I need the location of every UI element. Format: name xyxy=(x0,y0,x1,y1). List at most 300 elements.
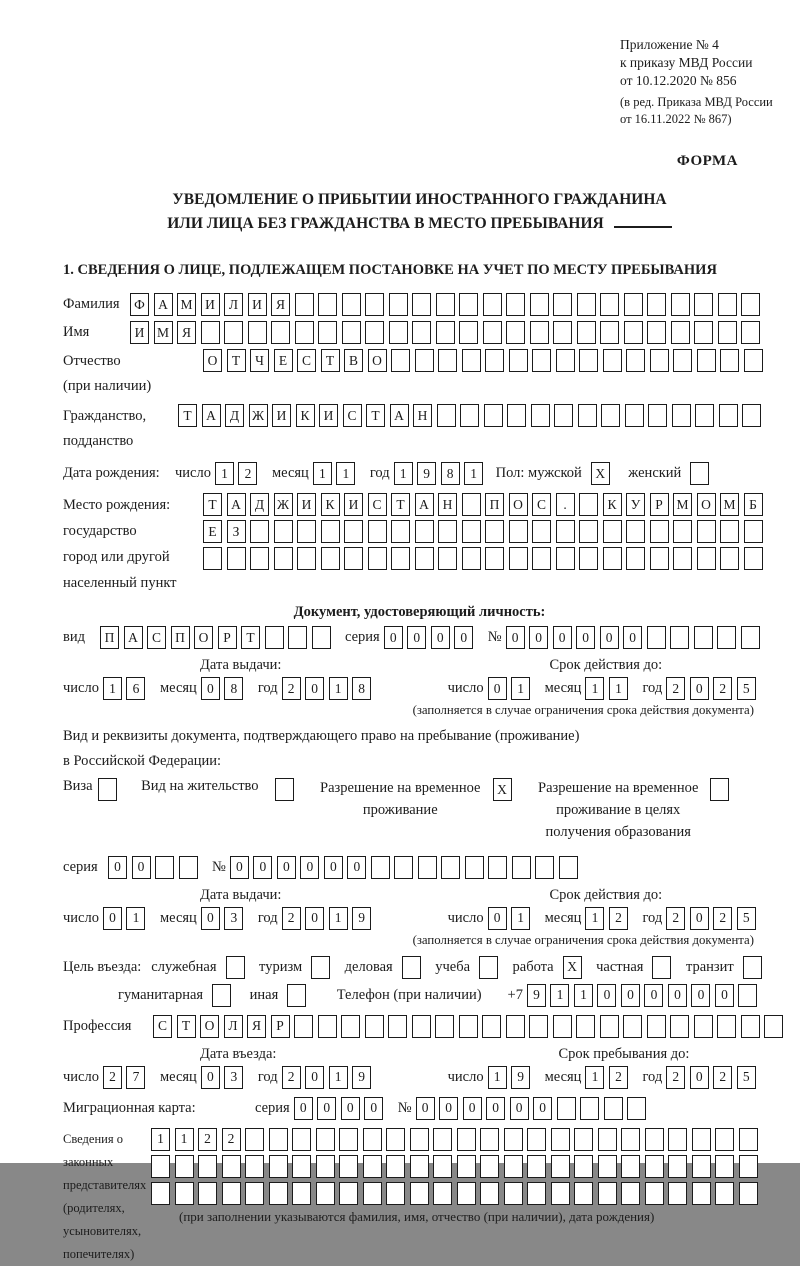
representatives-row2-field-cell-14[interactable] xyxy=(457,1155,476,1178)
representatives-row1-field-cell-10[interactable] xyxy=(363,1128,382,1151)
profession-field-cell-18[interactable] xyxy=(553,1015,572,1038)
citizenship-field-cell-7[interactable]: И xyxy=(319,404,338,427)
birth-place-line1-field-cell-10[interactable]: А xyxy=(415,493,434,516)
profession-field-cell-5[interactable]: Я xyxy=(247,1015,266,1038)
representatives-row1-field-cell-20[interactable] xyxy=(598,1128,617,1151)
representatives-row3-field-cell-12[interactable] xyxy=(410,1182,429,1205)
birth-place-line3-field-cell-10[interactable] xyxy=(415,547,434,570)
birth-place-line2-field-cell-15[interactable] xyxy=(532,520,551,543)
representatives-row1-field-cell-19[interactable] xyxy=(574,1128,593,1151)
birth-place-line3-field-cell-23[interactable] xyxy=(720,547,739,570)
permit-valid-year-field[interactable] xyxy=(666,907,760,930)
purpose-private-checkbox-cell-1[interactable] xyxy=(652,956,671,979)
citizenship-field-cell-18[interactable] xyxy=(578,404,597,427)
given-name-field-cell-7[interactable] xyxy=(271,321,290,344)
profession-field-cell-26[interactable] xyxy=(741,1015,760,1038)
sex-female-checkbox-cell-1[interactable] xyxy=(690,462,709,485)
permit-issue-month-field[interactable] xyxy=(201,907,248,930)
citizenship-field-cell-3[interactable]: Д xyxy=(225,404,244,427)
patronymic-field-cell-3[interactable]: Ч xyxy=(250,349,269,372)
surname-field-cell-17[interactable] xyxy=(506,293,525,316)
birth-place-line3-field-cell-22[interactable] xyxy=(697,547,716,570)
given-name-field-cell-10[interactable] xyxy=(342,321,361,344)
doc-kind-field-cell-3[interactable]: С xyxy=(147,626,166,649)
permit-issue-month-field-cell-1[interactable]: 0 xyxy=(201,907,220,930)
representatives-row2-field-cell-20[interactable] xyxy=(598,1155,617,1178)
patronymic-field-cell-4[interactable]: Е xyxy=(274,349,293,372)
profession-field-cell-27[interactable] xyxy=(764,1015,783,1038)
representatives-row2-field-cell-19[interactable] xyxy=(574,1155,593,1178)
surname-field-cell-1[interactable]: Ф xyxy=(130,293,149,316)
representatives-row1-field-cell-24[interactable] xyxy=(692,1128,711,1151)
representatives-row3-field-cell-18[interactable] xyxy=(551,1182,570,1205)
profession-field-cell-8[interactable] xyxy=(318,1015,337,1038)
citizenship-field-cell-1[interactable]: Т xyxy=(178,404,197,427)
migration-card-number-field-cell-5[interactable]: 0 xyxy=(510,1097,529,1120)
stay-year-field-cell-1[interactable]: 2 xyxy=(666,1066,685,1089)
birth-place-line3-field-cell-20[interactable] xyxy=(650,547,669,570)
given-name-field-cell-16[interactable] xyxy=(483,321,502,344)
permit-number-field-cell-10[interactable] xyxy=(441,856,460,879)
representatives-row1-field-cell-14[interactable] xyxy=(457,1128,476,1151)
stay-day-field[interactable] xyxy=(488,1066,535,1089)
permit-number-field-cell-8[interactable] xyxy=(394,856,413,879)
profession-field-cell-15[interactable] xyxy=(482,1015,501,1038)
permit-valid-year-field-cell-2[interactable]: 0 xyxy=(690,907,709,930)
representatives-row1-field-cell-1[interactable]: 1 xyxy=(151,1128,170,1151)
given-name-field-cell-8[interactable] xyxy=(295,321,314,344)
birth-year-field-cell-1[interactable]: 1 xyxy=(394,462,413,485)
doc-kind-field-cell-2[interactable]: А xyxy=(124,626,143,649)
citizenship-field-cell-6[interactable]: К xyxy=(296,404,315,427)
sex-male-checkbox[interactable] xyxy=(591,462,615,485)
birth-month-field-cell-2[interactable]: 1 xyxy=(336,462,355,485)
temp-residence-checkbox[interactable] xyxy=(493,778,517,801)
doc-valid-year-field-cell-1[interactable]: 2 xyxy=(666,677,685,700)
citizenship-field-cell-16[interactable] xyxy=(531,404,550,427)
migration-card-number-field-cell-8[interactable] xyxy=(580,1097,599,1120)
profession-field-cell-22[interactable] xyxy=(647,1015,666,1038)
doc-kind-field-cell-1[interactable]: П xyxy=(100,626,119,649)
birth-place-line1-field-cell-9[interactable]: Т xyxy=(391,493,410,516)
migration-card-number-field-cell-1[interactable]: 0 xyxy=(416,1097,435,1120)
representatives-row3-field-cell-1[interactable] xyxy=(151,1182,170,1205)
representatives-row1-field-cell-13[interactable] xyxy=(433,1128,452,1151)
representatives-row1-field-cell-2[interactable]: 1 xyxy=(175,1128,194,1151)
birth-place-line3-field-cell-16[interactable] xyxy=(556,547,575,570)
purpose-work-checkbox[interactable] xyxy=(563,956,587,979)
phone-field-cell-4[interactable]: 0 xyxy=(597,984,616,1007)
birth-place-line1-field-cell-13[interactable]: П xyxy=(485,493,504,516)
citizenship-field-cell-2[interactable]: А xyxy=(202,404,221,427)
purpose-tourism-checkbox[interactable] xyxy=(311,956,335,979)
residence-permit-checkbox-cell-1[interactable] xyxy=(275,778,294,801)
stay-month-field-cell-2[interactable]: 2 xyxy=(609,1066,628,1089)
profession-field-cell-10[interactable] xyxy=(365,1015,384,1038)
birth-month-field-cell-1[interactable]: 1 xyxy=(313,462,332,485)
birth-place-line1-field-cell-24[interactable]: Б xyxy=(744,493,763,516)
doc-valid-month-field[interactable] xyxy=(585,677,632,700)
birth-place-line3-field-cell-7[interactable] xyxy=(344,547,363,570)
doc-valid-month-field-cell-1[interactable]: 1 xyxy=(585,677,604,700)
given-name-field-cell-24[interactable] xyxy=(671,321,690,344)
doc-series-field[interactable] xyxy=(384,626,478,649)
permit-issue-year-field-cell-1[interactable]: 2 xyxy=(282,907,301,930)
permit-valid-day-field-cell-1[interactable]: 0 xyxy=(488,907,507,930)
migration-card-series-field-cell-1[interactable]: 0 xyxy=(294,1097,313,1120)
doc-issue-year-field-cell-4[interactable]: 8 xyxy=(352,677,371,700)
stay-month-field[interactable] xyxy=(585,1066,632,1089)
doc-valid-day-field-cell-2[interactable]: 1 xyxy=(511,677,530,700)
profession-field-cell-16[interactable] xyxy=(506,1015,525,1038)
given-name-field-cell-26[interactable] xyxy=(718,321,737,344)
birth-place-line1-field[interactable] xyxy=(203,493,767,516)
representatives-row2-field-cell-15[interactable] xyxy=(480,1155,499,1178)
patronymic-field-cell-15[interactable] xyxy=(532,349,551,372)
migration-card-series-field[interactable] xyxy=(294,1097,388,1120)
representatives-row3-field-cell-6[interactable] xyxy=(269,1182,288,1205)
entry-year-field-cell-3[interactable]: 1 xyxy=(329,1066,348,1089)
patronymic-field-cell-14[interactable] xyxy=(509,349,528,372)
doc-kind-field-cell-7[interactable]: Т xyxy=(241,626,260,649)
surname-field-cell-26[interactable] xyxy=(718,293,737,316)
permit-number-field-cell-5[interactable]: 0 xyxy=(324,856,343,879)
doc-number-field-cell-8[interactable] xyxy=(670,626,689,649)
representatives-row2-field[interactable] xyxy=(151,1155,762,1178)
permit-valid-month-field[interactable] xyxy=(585,907,632,930)
representatives-row1-field-cell-3[interactable]: 2 xyxy=(198,1128,217,1151)
birth-place-line2-field-cell-4[interactable] xyxy=(274,520,293,543)
given-name-field-cell-1[interactable]: И xyxy=(130,321,149,344)
migration-card-series-field-cell-4[interactable]: 0 xyxy=(364,1097,383,1120)
representatives-row3-field-cell-3[interactable] xyxy=(198,1182,217,1205)
surname-field-cell-2[interactable]: А xyxy=(154,293,173,316)
birth-place-line2-field-cell-12[interactable] xyxy=(462,520,481,543)
birth-place-line2-field-cell-1[interactable]: Е xyxy=(203,520,222,543)
birth-place-line3-field-cell-4[interactable] xyxy=(274,547,293,570)
given-name-field-cell-17[interactable] xyxy=(506,321,525,344)
stay-year-field-cell-2[interactable]: 0 xyxy=(690,1066,709,1089)
representatives-row3-field[interactable] xyxy=(151,1182,762,1205)
birth-place-line2-field-cell-7[interactable] xyxy=(344,520,363,543)
birth-place-line2-field-cell-18[interactable] xyxy=(603,520,622,543)
doc-series-field-cell-3[interactable]: 0 xyxy=(431,626,450,649)
permit-issue-year-field-cell-3[interactable]: 1 xyxy=(329,907,348,930)
stay-month-field-cell-1[interactable]: 1 xyxy=(585,1066,604,1089)
doc-valid-year-field-cell-3[interactable]: 2 xyxy=(713,677,732,700)
purpose-transit-checkbox-cell-1[interactable] xyxy=(743,956,762,979)
migration-card-number-field-cell-9[interactable] xyxy=(604,1097,623,1120)
permit-number-field-cell-6[interactable]: 0 xyxy=(347,856,366,879)
stay-day-field-cell-1[interactable]: 1 xyxy=(488,1066,507,1089)
surname-field-cell-25[interactable] xyxy=(694,293,713,316)
representatives-row3-field-cell-11[interactable] xyxy=(386,1182,405,1205)
entry-day-field[interactable] xyxy=(103,1066,150,1089)
doc-number-field[interactable] xyxy=(506,626,765,649)
permit-issue-day-field[interactable] xyxy=(103,907,150,930)
birth-place-line2-field-cell-20[interactable] xyxy=(650,520,669,543)
birth-place-line2-field-cell-13[interactable] xyxy=(485,520,504,543)
purpose-humanitarian-checkbox-cell-1[interactable] xyxy=(212,984,231,1007)
doc-number-field-cell-6[interactable]: 0 xyxy=(623,626,642,649)
surname-field-cell-6[interactable]: И xyxy=(248,293,267,316)
birth-place-line1-field-cell-12[interactable] xyxy=(462,493,481,516)
birth-place-line3-field-cell-1[interactable] xyxy=(203,547,222,570)
permit-number-field-cell-3[interactable]: 0 xyxy=(277,856,296,879)
doc-kind-field-cell-8[interactable] xyxy=(265,626,284,649)
doc-issue-month-field-cell-1[interactable]: 0 xyxy=(201,677,220,700)
visa-checkbox[interactable] xyxy=(98,778,122,801)
representatives-row2-field-cell-3[interactable] xyxy=(198,1155,217,1178)
birth-place-line2-field-cell-9[interactable] xyxy=(391,520,410,543)
citizenship-field-cell-21[interactable] xyxy=(648,404,667,427)
doc-number-field-cell-7[interactable] xyxy=(647,626,666,649)
representatives-row2-field-cell-9[interactable] xyxy=(339,1155,358,1178)
birth-place-line2-field-cell-6[interactable] xyxy=(321,520,340,543)
patronymic-field-cell-24[interactable] xyxy=(744,349,763,372)
given-name-field-cell-2[interactable]: М xyxy=(154,321,173,344)
birth-place-line1-field-cell-11[interactable]: Н xyxy=(438,493,457,516)
citizenship-field-cell-15[interactable] xyxy=(507,404,526,427)
given-name-field-cell-9[interactable] xyxy=(318,321,337,344)
representatives-row3-field-cell-7[interactable] xyxy=(292,1182,311,1205)
permit-issue-year-field[interactable] xyxy=(282,907,376,930)
surname-field-cell-16[interactable] xyxy=(483,293,502,316)
birth-place-line1-field-cell-4[interactable]: Ж xyxy=(274,493,293,516)
representatives-row1-field-cell-18[interactable] xyxy=(551,1128,570,1151)
given-name-field-cell-23[interactable] xyxy=(647,321,666,344)
doc-issue-day-field[interactable] xyxy=(103,677,150,700)
representatives-row2-field-cell-26[interactable] xyxy=(739,1155,758,1178)
birth-place-line1-field-cell-2[interactable]: А xyxy=(227,493,246,516)
doc-issue-year-field-cell-1[interactable]: 2 xyxy=(282,677,301,700)
entry-month-field-cell-2[interactable]: 3 xyxy=(224,1066,243,1089)
purpose-other-checkbox-cell-1[interactable] xyxy=(287,984,306,1007)
doc-issue-day-field-cell-1[interactable]: 1 xyxy=(103,677,122,700)
representatives-row3-field-cell-23[interactable] xyxy=(668,1182,687,1205)
migration-card-number-field-cell-7[interactable] xyxy=(557,1097,576,1120)
purpose-business-checkbox[interactable] xyxy=(402,956,426,979)
profession-field-cell-20[interactable] xyxy=(600,1015,619,1038)
permit-valid-day-field[interactable] xyxy=(488,907,535,930)
permit-issue-day-field-cell-2[interactable]: 1 xyxy=(126,907,145,930)
birth-place-line2-field-cell-16[interactable] xyxy=(556,520,575,543)
permit-valid-month-field-cell-2[interactable]: 2 xyxy=(609,907,628,930)
representatives-row3-field-cell-24[interactable] xyxy=(692,1182,711,1205)
doc-number-field-cell-4[interactable]: 0 xyxy=(576,626,595,649)
given-name-field-cell-22[interactable] xyxy=(624,321,643,344)
permit-valid-year-field-cell-1[interactable]: 2 xyxy=(666,907,685,930)
birth-year-field-cell-4[interactable]: 1 xyxy=(464,462,483,485)
birth-day-field-cell-2[interactable]: 2 xyxy=(238,462,257,485)
birth-place-line1-field-cell-18[interactable]: К xyxy=(603,493,622,516)
profession-field-cell-19[interactable] xyxy=(576,1015,595,1038)
birth-place-line1-field-cell-21[interactable]: М xyxy=(673,493,692,516)
permit-number-field-cell-2[interactable]: 0 xyxy=(253,856,272,879)
given-name-field-cell-19[interactable] xyxy=(553,321,572,344)
patronymic-field-cell-10[interactable] xyxy=(415,349,434,372)
surname-field-cell-14[interactable] xyxy=(436,293,455,316)
profession-field-cell-14[interactable] xyxy=(459,1015,478,1038)
doc-series-field-cell-4[interactable]: 0 xyxy=(454,626,473,649)
citizenship-field-cell-20[interactable] xyxy=(625,404,644,427)
profession-field-cell-13[interactable] xyxy=(435,1015,454,1038)
citizenship-field-cell-5[interactable]: И xyxy=(272,404,291,427)
representatives-row3-field-cell-20[interactable] xyxy=(598,1182,617,1205)
representatives-row3-field-cell-19[interactable] xyxy=(574,1182,593,1205)
birth-place-line3-field-cell-21[interactable] xyxy=(673,547,692,570)
birth-place-line1-field-cell-23[interactable]: М xyxy=(720,493,739,516)
representatives-row3-field-cell-22[interactable] xyxy=(645,1182,664,1205)
surname-field-cell-19[interactable] xyxy=(553,293,572,316)
surname-field-cell-9[interactable] xyxy=(318,293,337,316)
representatives-row3-field-cell-17[interactable] xyxy=(527,1182,546,1205)
migration-card-number-field-cell-2[interactable]: 0 xyxy=(439,1097,458,1120)
profession-field-cell-9[interactable] xyxy=(341,1015,360,1038)
birth-place-line2-field-cell-24[interactable] xyxy=(744,520,763,543)
birth-place-line3-field-cell-19[interactable] xyxy=(626,547,645,570)
profession-field-cell-6[interactable]: Р xyxy=(271,1015,290,1038)
doc-valid-day-field[interactable] xyxy=(488,677,535,700)
migration-card-number-field[interactable] xyxy=(416,1097,651,1120)
surname-field-cell-7[interactable]: Я xyxy=(271,293,290,316)
doc-series-field-cell-2[interactable]: 0 xyxy=(407,626,426,649)
representatives-row1-field-cell-25[interactable] xyxy=(715,1128,734,1151)
given-name-field-cell-15[interactable] xyxy=(459,321,478,344)
permit-series-field-cell-4[interactable] xyxy=(179,856,198,879)
given-name-field-cell-3[interactable]: Я xyxy=(177,321,196,344)
patronymic-field-cell-7[interactable]: В xyxy=(344,349,363,372)
entry-year-field[interactable] xyxy=(282,1066,376,1089)
birth-place-line3-field-cell-6[interactable] xyxy=(321,547,340,570)
permit-number-field-cell-15[interactable] xyxy=(559,856,578,879)
birth-place-line3-field-cell-5[interactable] xyxy=(297,547,316,570)
surname-field-cell-20[interactable] xyxy=(577,293,596,316)
representatives-row3-field-cell-10[interactable] xyxy=(363,1182,382,1205)
birth-place-line1-field-cell-14[interactable]: О xyxy=(509,493,528,516)
citizenship-field-cell-19[interactable] xyxy=(601,404,620,427)
migration-card-number-field-cell-3[interactable]: 0 xyxy=(463,1097,482,1120)
given-name-field-cell-4[interactable] xyxy=(201,321,220,344)
representatives-row1-field-cell-6[interactable] xyxy=(269,1128,288,1151)
surname-field-cell-23[interactable] xyxy=(647,293,666,316)
birth-place-line1-field-cell-5[interactable]: И xyxy=(297,493,316,516)
representatives-row2-field-cell-16[interactable] xyxy=(504,1155,523,1178)
representatives-row2-field-cell-2[interactable] xyxy=(175,1155,194,1178)
birth-year-field-cell-2[interactable]: 9 xyxy=(417,462,436,485)
patronymic-field-cell-6[interactable]: Т xyxy=(321,349,340,372)
representatives-row1-field-cell-5[interactable] xyxy=(245,1128,264,1151)
sex-male-checkbox-cell-1[interactable]: X xyxy=(591,462,610,485)
patronymic-field-cell-9[interactable] xyxy=(391,349,410,372)
purpose-official-checkbox-cell-1[interactable] xyxy=(226,956,245,979)
entry-year-field-cell-4[interactable]: 9 xyxy=(352,1066,371,1089)
purpose-tourism-checkbox-cell-1[interactable] xyxy=(311,956,330,979)
representatives-row2-field-cell-5[interactable] xyxy=(245,1155,264,1178)
migration-card-series-field-cell-3[interactable]: 0 xyxy=(341,1097,360,1120)
surname-field-cell-4[interactable]: И xyxy=(201,293,220,316)
birth-place-line3-field-cell-15[interactable] xyxy=(532,547,551,570)
profession-field-cell-2[interactable]: Т xyxy=(177,1015,196,1038)
citizenship-field-cell-4[interactable]: Ж xyxy=(249,404,268,427)
given-name-field-cell-13[interactable] xyxy=(412,321,431,344)
purpose-official-checkbox[interactable] xyxy=(226,956,250,979)
representatives-row3-field-cell-15[interactable] xyxy=(480,1182,499,1205)
citizenship-field-cell-23[interactable] xyxy=(695,404,714,427)
birth-place-line1-field-cell-15[interactable]: С xyxy=(532,493,551,516)
surname-field[interactable] xyxy=(130,293,765,316)
migration-card-number-field-cell-10[interactable] xyxy=(627,1097,646,1120)
doc-issue-month-field[interactable] xyxy=(201,677,248,700)
birth-place-line3-field-cell-18[interactable] xyxy=(603,547,622,570)
birth-place-line1-field-cell-19[interactable]: У xyxy=(626,493,645,516)
patronymic-field-cell-13[interactable] xyxy=(485,349,504,372)
permit-issue-year-field-cell-2[interactable]: 0 xyxy=(305,907,324,930)
migration-card-series-field-cell-2[interactable]: 0 xyxy=(317,1097,336,1120)
surname-field-cell-27[interactable] xyxy=(741,293,760,316)
citizenship-field-cell-8[interactable]: С xyxy=(343,404,362,427)
phone-field[interactable] xyxy=(527,984,762,1007)
birth-day-field[interactable] xyxy=(215,462,262,485)
doc-kind-field-cell-10[interactable] xyxy=(312,626,331,649)
representatives-row3-field-cell-25[interactable] xyxy=(715,1182,734,1205)
permit-issue-year-field-cell-4[interactable]: 9 xyxy=(352,907,371,930)
profession-field-cell-24[interactable] xyxy=(694,1015,713,1038)
given-name-field-cell-25[interactable] xyxy=(694,321,713,344)
representatives-row3-field-cell-5[interactable] xyxy=(245,1182,264,1205)
representatives-row1-field-cell-15[interactable] xyxy=(480,1128,499,1151)
permit-valid-year-field-cell-4[interactable]: 5 xyxy=(737,907,756,930)
birth-place-line2-field-cell-22[interactable] xyxy=(697,520,716,543)
purpose-private-checkbox[interactable] xyxy=(652,956,676,979)
citizenship-field-cell-12[interactable] xyxy=(437,404,456,427)
representatives-row1-field-cell-12[interactable] xyxy=(410,1128,429,1151)
citizenship-field-cell-9[interactable]: Т xyxy=(366,404,385,427)
representatives-row1-field-cell-11[interactable] xyxy=(386,1128,405,1151)
doc-issue-year-field[interactable] xyxy=(282,677,376,700)
surname-field-cell-11[interactable] xyxy=(365,293,384,316)
citizenship-field-cell-24[interactable] xyxy=(719,404,738,427)
doc-series-field-cell-1[interactable]: 0 xyxy=(384,626,403,649)
purpose-work-checkbox-cell-1[interactable]: X xyxy=(563,956,582,979)
citizenship-field-cell-13[interactable] xyxy=(460,404,479,427)
doc-valid-year-field-cell-2[interactable]: 0 xyxy=(690,677,709,700)
given-name-field-cell-27[interactable] xyxy=(741,321,760,344)
patronymic-field-cell-18[interactable] xyxy=(603,349,622,372)
patronymic-field-cell-21[interactable] xyxy=(673,349,692,372)
patronymic-field-cell-22[interactable] xyxy=(697,349,716,372)
birth-month-field[interactable] xyxy=(313,462,360,485)
profession-field-cell-21[interactable] xyxy=(623,1015,642,1038)
birth-place-line2-field-cell-2[interactable]: З xyxy=(227,520,246,543)
stay-year-field[interactable] xyxy=(666,1066,760,1089)
doc-kind-field-cell-4[interactable]: П xyxy=(171,626,190,649)
permit-series-field-cell-1[interactable]: 0 xyxy=(108,856,127,879)
representatives-row2-field-cell-17[interactable] xyxy=(527,1155,546,1178)
doc-number-field-cell-9[interactable] xyxy=(694,626,713,649)
purpose-business-checkbox-cell-1[interactable] xyxy=(402,956,421,979)
permit-number-field-cell-9[interactable] xyxy=(418,856,437,879)
representatives-row2-field-cell-1[interactable] xyxy=(151,1155,170,1178)
representatives-row2-field-cell-12[interactable] xyxy=(410,1155,429,1178)
phone-field-cell-1[interactable]: 9 xyxy=(527,984,546,1007)
patronymic-field-cell-2[interactable]: Т xyxy=(227,349,246,372)
permit-issue-day-field-cell-1[interactable]: 0 xyxy=(103,907,122,930)
birth-place-line2-field-cell-10[interactable] xyxy=(415,520,434,543)
birth-place-line1-field-cell-1[interactable]: Т xyxy=(203,493,222,516)
surname-field-cell-12[interactable] xyxy=(389,293,408,316)
doc-number-field-cell-5[interactable]: 0 xyxy=(600,626,619,649)
